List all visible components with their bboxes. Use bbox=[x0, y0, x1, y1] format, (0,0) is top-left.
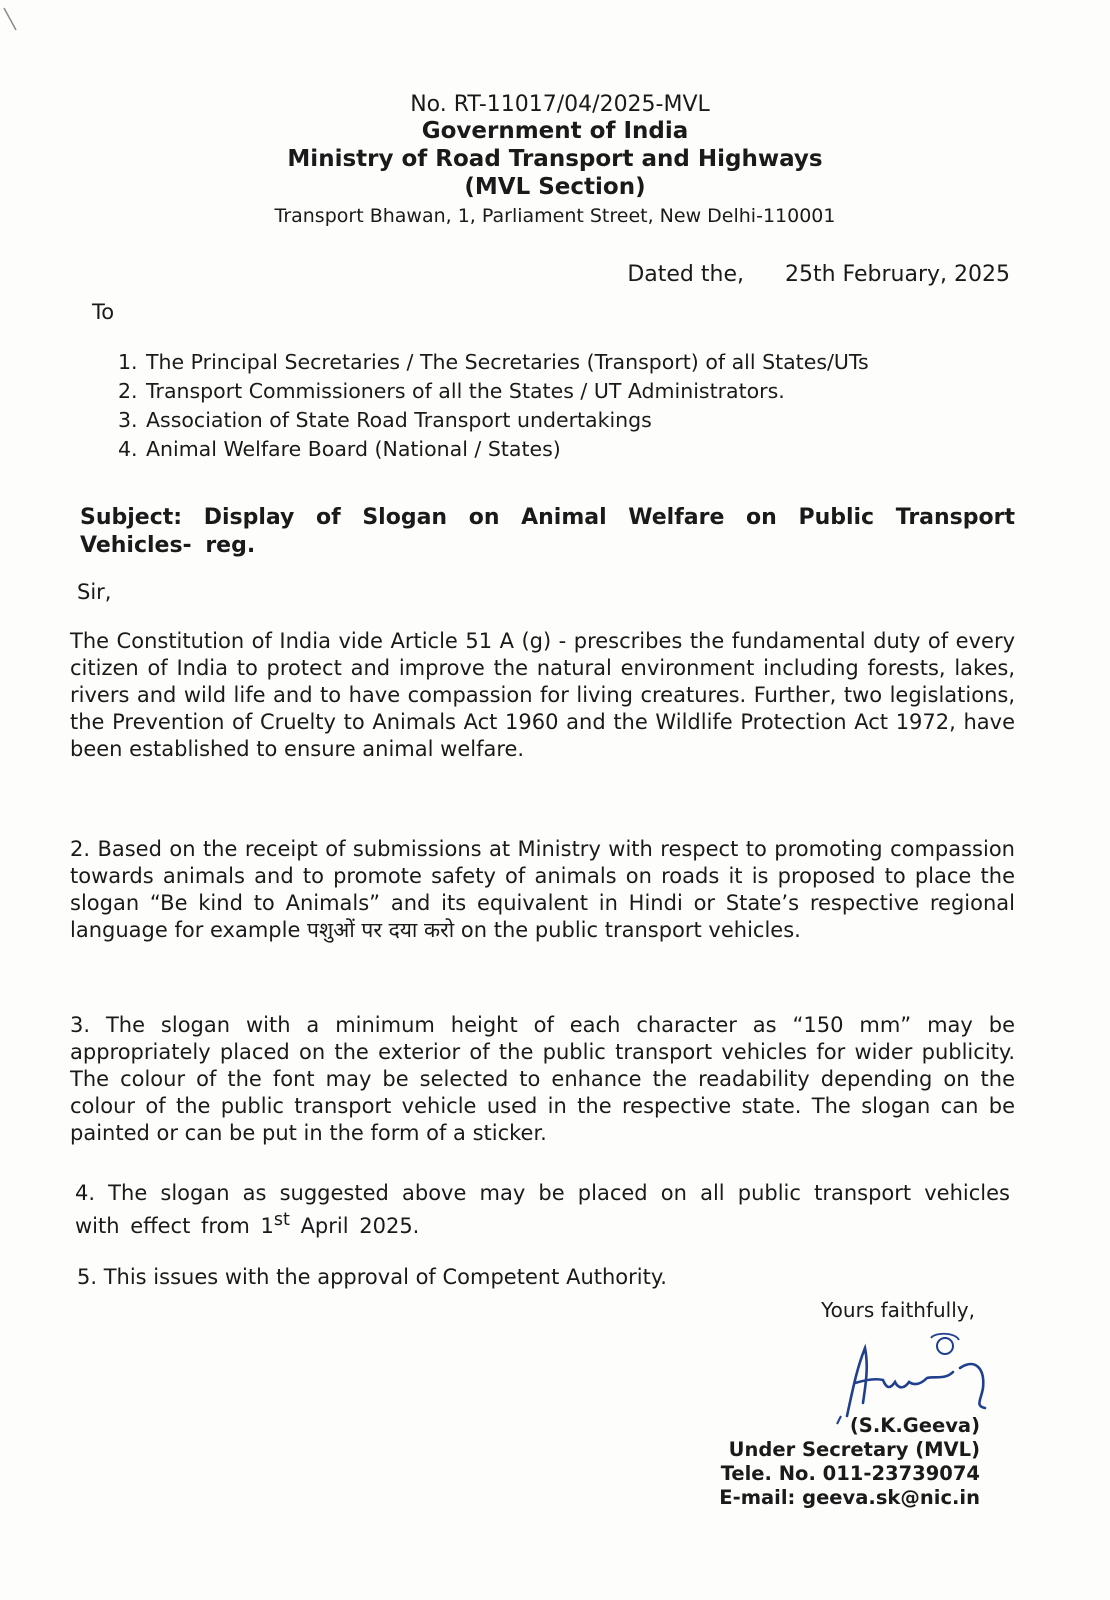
letterhead bbox=[0, 92, 1110, 227]
signatory-block bbox=[719, 1414, 980, 1510]
reference-number: No. RT-11017/04/2025-MVL bbox=[410, 92, 710, 117]
paragraph-1: The Constitution of India vide Article 51 A (g) - prescribes the fundamental duty of every citizen of India to protect and improve the natural environment including forests, lakes, rivers and wild life and to have compassion for living creatures. Further, two legislations, the Prevention of Cruelty to Animals Act 1960 and the Wildlife Protection Act 1972, have been established to ensure animal welfare. bbox=[70, 629, 1015, 761]
list-item: 2. Transport Commissioners of all the States / UT Administrators. bbox=[118, 379, 785, 403]
paragraph-4: 4. The slogan as suggested above may be placed on all public transport vehicles with effect from 1st April 2025. bbox=[75, 1181, 1010, 1238]
paragraph-3: 3. The slogan with a minimum height of each character as “150 mm” may be appropriately placed on the exterior of the public transport vehicles for wider publicity. The colour of the font may be selected to enhance the readability depending on the colour of the public transport vehicle used in the respective state. The slogan can be painted or can be put in the form of a sticker. bbox=[70, 1013, 1015, 1145]
list-item: 3. Association of State Road Transport undertakings bbox=[118, 408, 652, 432]
paragraph-5: 5. This issues with the approval of Competent Authority. bbox=[77, 1265, 667, 1289]
corner-mark-icon bbox=[2, 4, 24, 34]
subject-line: Subject: Display of Slogan on Animal Welfare on Public Transport Vehicles- reg. bbox=[80, 505, 1015, 558]
salutation: Sir, bbox=[77, 580, 112, 604]
date-value: 25th February, 2025 bbox=[784, 262, 1010, 287]
section-name: (MVL Section) bbox=[464, 174, 646, 200]
signatory-designation: Under Secretary (MVL) bbox=[728, 1438, 980, 1461]
paragraph-2: 2. Based on the receipt of submissions at Ministry with respect to promoting compassion towards animals and to promote safety of animals on roads it is proposed to place the slogan “Be kind to Animals” and its equivalent in Hindi or State’s respective regional language for example पशुओं पर दया करो on the public transport vehicles. bbox=[70, 837, 1015, 942]
addressee-list bbox=[118, 348, 869, 464]
ministry-address: Transport Bhawan, 1, Parliament Street, New Delhi-110001 bbox=[274, 205, 836, 227]
closing-line: Yours faithfully, bbox=[821, 1298, 975, 1322]
date-label: Dated the, bbox=[627, 262, 744, 287]
list-item: 1. The Principal Secretaries / The Secretaries (Transport) of all States/UTs bbox=[118, 350, 869, 374]
government-name: Government of India bbox=[421, 118, 689, 144]
ordinal-suffix: st bbox=[273, 1210, 290, 1230]
date-line bbox=[627, 262, 1010, 287]
signatory-name: (S.K.Geeva) bbox=[849, 1414, 980, 1437]
ministry-name: Ministry of Road Transport and Highways bbox=[287, 146, 823, 172]
signatory-phone: Tele. No. 011-23739074 bbox=[720, 1462, 980, 1485]
signature-icon bbox=[835, 1328, 1005, 1428]
list-item: 4. Animal Welfare Board (National / States) bbox=[118, 437, 561, 461]
signatory-email: E-mail: geeva.sk@nic.in bbox=[719, 1486, 980, 1509]
to-label: To bbox=[92, 300, 115, 324]
